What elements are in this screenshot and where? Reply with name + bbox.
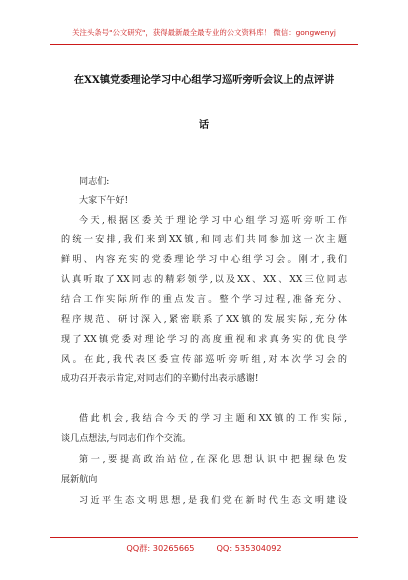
greeting: 大家下午好! [79, 196, 129, 206]
paragraph-line: 程序规范、研讨深入,紧密联系了XX镇的发展实际,充分体 [61, 315, 347, 325]
paragraph-line: 风。在此,我代表区委宣传部巡听旁听组,对本次学习会的 [61, 355, 347, 365]
section-heading-line: 第一,要提高政治站位,在深化思想认识中把握绿色发 [79, 455, 347, 465]
paragraph-line: 的统一安排,我们来到XX镇,和同志们共同参加这一次主题 [61, 235, 347, 245]
document-title-line-2: 话 [198, 119, 210, 131]
header-banner: 关注头条号"公文研究"，获得最新最全最专业的公文资料库！ 微信：gongwenyj [72, 28, 336, 37]
paragraph-line: 现了XX镇党委对理论学习的高度重视和求真务实的优良学 [61, 335, 347, 345]
section-heading-line: 展新航向 [61, 475, 98, 485]
footer-qq: QQ: 535304092 [216, 543, 282, 553]
footer-qq-group: QQ群: 30265665 [126, 543, 195, 553]
paragraph-line: 借此机会,我结合今天的学习主题和XX镇的工作实际, [79, 414, 347, 424]
salutation: 同志们: [79, 177, 110, 187]
paragraph-line: 习近平生态文明思想,是我们党在新时代生态文明建设 [79, 496, 347, 506]
paragraph-line: 成功召开表示肯定,对同志们的辛勤付出表示感谢! [61, 374, 259, 384]
paragraph-line: 认真听取了XX同志的精彩领学,以及XX、XX、XX三位同志 [61, 275, 347, 285]
paragraph-line: 鲜明、内容充实的党委理论学习中心组学习会。刚才,我们 [61, 255, 347, 265]
paragraph-line: 今天,根据区委关于理论学习中心组学习巡听旁听工作 [79, 216, 347, 226]
paragraph-line: 结合工作实际所作的重点发言。整个学习过程,准备充分、 [61, 295, 347, 305]
document-title-line-1: 在XX镇党委理论学习中心组学习巡听旁听会议上的点评讲 [73, 74, 335, 86]
footer-divider [50, 537, 358, 538]
paragraph-line: 谈几点想法,与同志们作个交流。 [61, 434, 192, 444]
footer-contact [80, 541, 328, 555]
